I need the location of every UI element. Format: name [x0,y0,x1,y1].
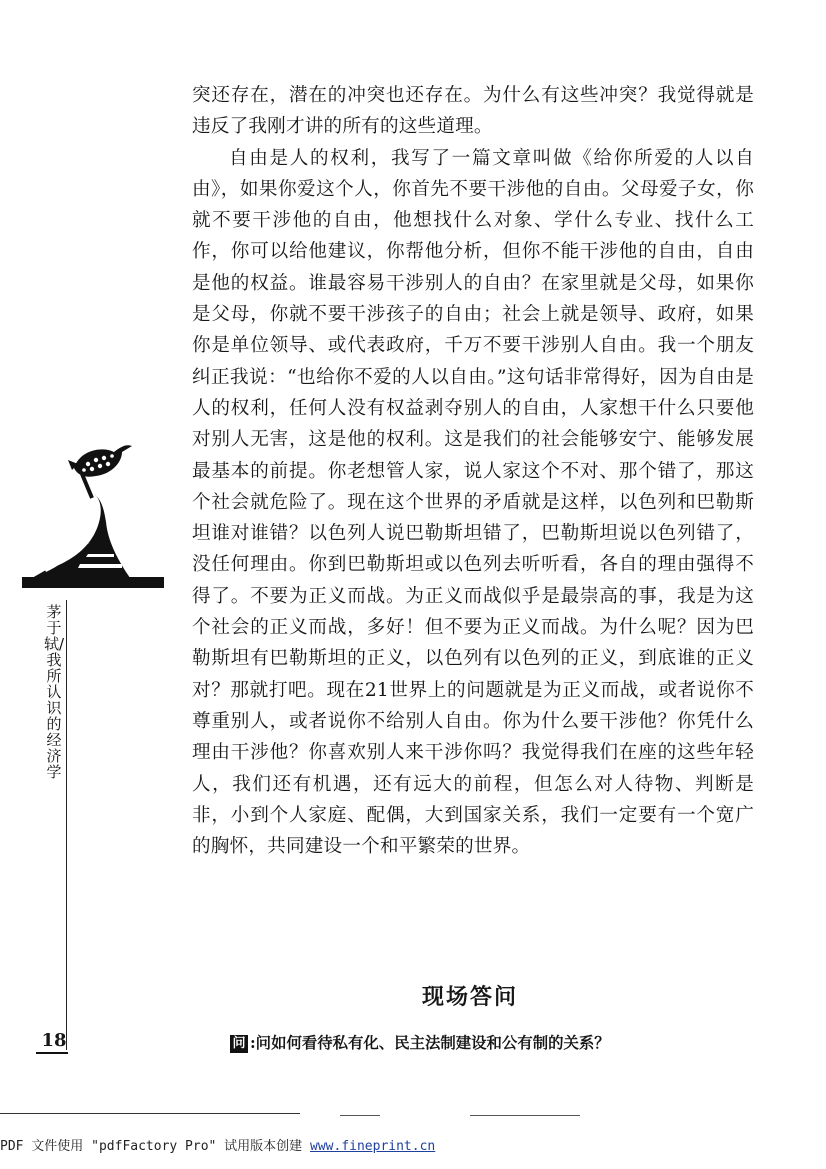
footer-link[interactable]: www.fineprint.cn [310,1139,436,1154]
ornament-base-bar [22,577,164,588]
margin-rule [66,600,67,1050]
footer-text: PDF 文件使用 "pdfFactory Pro" 试用版本创建 [0,1139,311,1154]
page-number-underline [36,1052,68,1054]
paragraph: 突还存在，潜在的冲突也还存在。为什么有这些冲突？我觉得就是违反了我刚才讲的所有的这些道理。 [192,85,754,138]
footer-divider [470,1115,580,1116]
section-heading: 现场答问 [421,985,518,1010]
footer-divider [0,1113,300,1114]
running-book-title: 茅于轼/我所认识的经济学 [43,603,65,781]
page-number: 18 [41,1030,67,1051]
body-text [192,80,754,862]
paragraph: 自由是人的权利，我写了一篇文章叫做《给你所爱的人以自由》，如果你爱这个人，你首先不要干涉他的自由。父母爱子女，你就不要干涉他的自由，他想找什么对象、学什么专业、找什么工作，你可以给他建议，你帮他分析，但你不能干涉他的自由，自由是他的权益。谁最容易干涉别人的自由？在家里就是父母，如果你是父母，你就不要干涉孩子的自由；社会上就是领导、政府，如果你是单位领导、或代表政府，千万不要干涉别人自由。我一个朋友纠正我说：“也给你不爱的人以自由。”这句话非常得好，因为自由是人的权利，任何人没有权益剥夺别人的自由，人家想干什么只要他对别人无害，这是他的权利。这是我们的社会能够安宁、能够发展最基本的前提。你老想管人家，说人家这个不对、那个错了，那这个社会就危险了。现在这个世界的矛盾就是这样，以色列和巴勒斯坦谁对谁错？以色列人说巴勒斯坦错了，巴勒斯坦说以色列错了，没任何理由。你到巴勒斯坦或以色列去听听看，各自的理由强得不得了。不要为正义而战。为正义而战似乎是最崇高的事，我是为这个社会的正义而战，多好！但不要为正义而战。为什么呢？因为巴勒斯坦有巴勒斯坦的正义，以色列有以色列的正义，到底谁的正义对？那就打吧。现在21世界上的问题就是为正义而战，或者说你不尊重别人，或者说你不给别人自由。你为什么要干涉他？你凭什么理由干涉他？你喜欢别人来干涉你吗？我觉得我们在座的这些年轻人，我们还有机遇，还有远大的前程，但怎么对人待物、判断是非，小到个人家庭、配偶，大到国家关系，我们一定要有一个宽广的胸怀，共同建设一个和平繁荣的世界。 [192,147,754,858]
footer-divider [340,1115,380,1116]
question-line [230,1031,750,1053]
question-text: :问如何看待私有化、民主法制建设和公有制的关系？ [250,1034,610,1052]
pdf-footer [0,1135,826,1154]
bird-on-bell-ornament-icon [22,438,132,578]
question-mark-badge: 问 [230,1035,248,1053]
